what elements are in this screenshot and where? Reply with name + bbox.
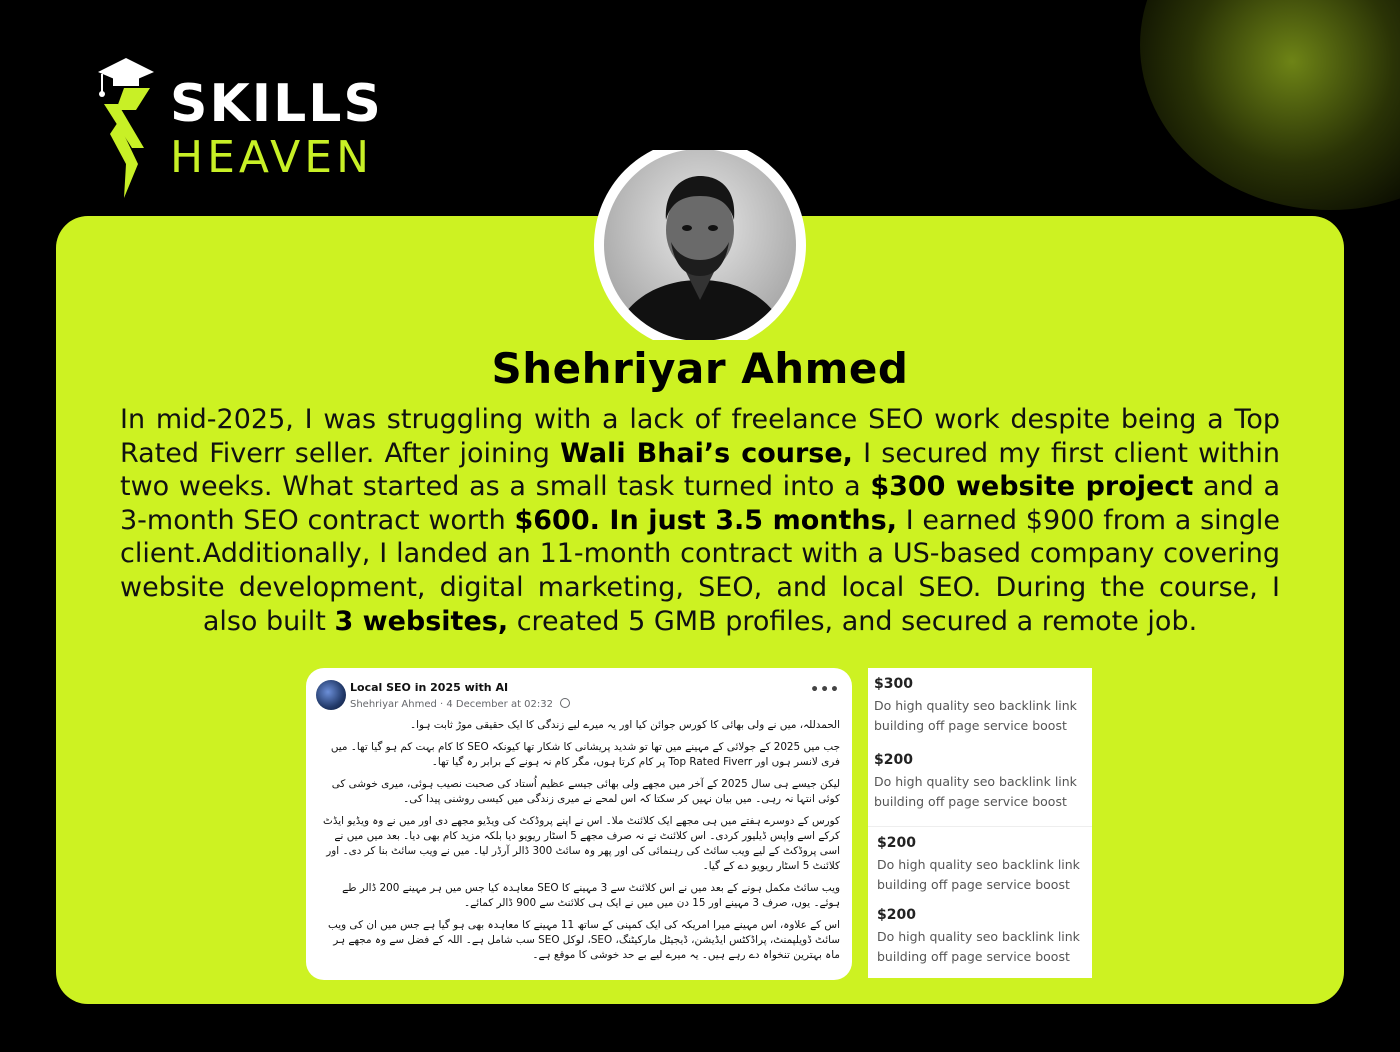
order-price: $200 [877,907,916,923]
order-item [874,752,1088,811]
order-item [877,907,1091,966]
facebook-post-screenshot [306,668,852,980]
graduation-cap-icon [96,52,170,202]
order-price: $200 [874,752,913,768]
meta-separator: · [440,699,447,710]
post-author: Shehriyar Ahmed [350,699,437,710]
brand-line1: SKILLS [170,74,383,134]
brand-line2: HEAVEN [170,132,373,183]
post-paragraph: لیکن جیسے ہی سال 2025 کے آخر میں مجھے ولی بھائی جیسے عظیم اُستاد کی صحبت نصیب ہوئی، میری خوشی کی کوئی انتہا نہ رہی۔ میں بیان نہیں کر سکتا کہ اس لمحے نے میری زندگی میں کیسی روشنی پیدا کی۔ [331,778,840,805]
story-highlight: $300 website project [870,471,1194,503]
story-text: and a 3-month SEO contract worth [120,471,1281,536]
order-description: Do high quality seo backlink link building off page service boost [874,698,1077,733]
order-item [874,676,1088,735]
avatar [589,150,811,340]
story-highlight: $600. In just 3.5 months, [514,504,897,536]
story-text: created 5 GMB profiles, and secured a remote job. [508,605,1198,637]
order-price: $200 [877,835,916,851]
post-meta [350,698,570,710]
order-description: Do high quality seo backlink link building off page service boost [877,857,1080,892]
fiverr-orders-screenshot [868,668,1092,978]
testimonial-story [120,403,1280,638]
story-text: I secured my first client within two weeks. What started as a small task turned into a [120,437,1280,503]
story-text: In mid-2025, I was struggling with a lack of freelance SEO work despite being a Top Rated Fiverr seller. After joining [120,404,1280,469]
story-highlight: 3 websites, [334,605,509,637]
post-body [318,718,840,970]
order-description: Do high quality seo backlink link building off page service boost [877,929,1080,964]
divider [868,826,1092,827]
order-item [877,835,1091,894]
globe-icon [560,698,570,708]
order-price: $300 [874,676,913,692]
story-text: I earned $900 from a single client.Additionally, I landed an 11-month contract with a US-based company covering website development, digital marketing, SEO, and local SEO. During the course, I also built [120,504,1280,637]
post-avatar [316,680,346,710]
post-date: 4 December at 02:32 [446,699,553,710]
testimonial-name: Shehriyar Ahmed [491,344,909,393]
post-title: Local SEO in 2025 with AI [350,681,509,694]
background-glow [1140,0,1400,210]
post-paragraph: کورس کے دوسرے ہفتے میں ہی مجھے ایک کلائنٹ ملا۔ اس نے اپنے پروڈکٹ کی ویڈیو مجھے دی اور میں نے وہ ویڈیو ایڈٹ کرکے اسے واپس ڈیلیور کردی۔ اس کلائنٹ نے نہ صرف مجھے 5 اسٹار ریویو دیا بلکہ مزید کام بھی دیا۔ بعد میں میں نے اسی پروڈکٹ کے لیے ویب سائٹ کی رہنمائی کی اور پھر وہ سائٹ 300 ڈالر آرڈر لیا۔ میں نے ویب سائٹ بنا کر دی۔ اور کلائنٹ 5 اسٹار ریویو دے کے گیا۔ [323,815,840,872]
order-description: Do high quality seo backlink link building off page service boost [874,774,1077,809]
story-highlight: Wali Bhai’s course, [560,437,853,469]
post-paragraph: ویب سائٹ مکمل ہونے کے بعد میں نے اس کلائنٹ سے 3 مہینے کا SEO معاہدہ کیا جس میں ہر مہینے 200 ڈالر طے ہوئے۔ یوں، صرف 3 مہینے اور 15 دن میں میں نے ایک ہی کلائنٹ سے 900 ڈالر کمائے۔ [342,882,840,909]
post-paragraph: جب میں 2025 کے جولائی کے مہینے میں تھا تو شدید پریشانی کا شکار تھا کیونکہ SEO کا کام بہت کم ہو گیا تھا۔ میں فری لانسر ہوں اور Top Rated Fiverr پر کام کرتا ہوں، مگر کام نہ ہونے کے برابر رہ گیا تھا۔ [330,741,840,768]
post-paragraph: اس کے علاوہ، اس مہینے میرا امریکہ کی ایک کمپنی کے ساتھ 11 مہینے کا معاہدہ بھی ہو گیا ہے جس میں ان کی ویب سائٹ ڈویلپمنٹ، پراڈکٹس ایڈیشن، ڈیجیٹل مارکیٹنگ، SEO، لوکل SEO سب شامل ہے۔ اللہ کے فضل سے وہ مجھے ہر ماہ بہترین تنخواہ دے رہے ہیں۔ یہ میرے لیے بے حد خوشی کا موقع ہے۔ [328,919,840,961]
skills-heaven-logo [96,52,416,202]
post-paragraph: الحمدللہ، میں نے ولی بھائی کا کورس جوائن کیا اور یہ میرے لیے زندگی کا ایک حقیقی موڑ ثابت ہوا۔ [410,719,840,731]
more-dots-icon: ••• [810,682,840,698]
